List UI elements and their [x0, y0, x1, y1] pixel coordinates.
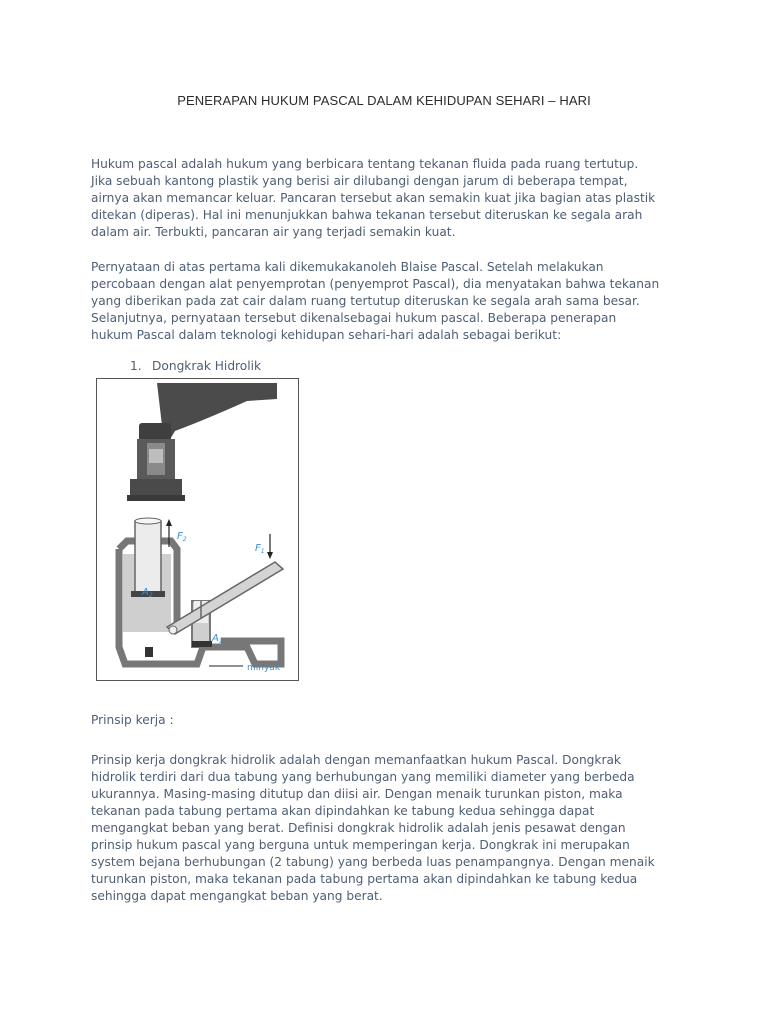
jack-schematic [119, 518, 283, 673]
text-line: prinsip hukum pascal yang berguna untuk memperingan kerja. Dongkrak ini merupakan [91, 838, 630, 852]
text-line: mengangkat beban yang berat. Definisi dongkrak hidrolik adalah jenis pesawat dengan [91, 821, 626, 835]
page-title: PENERAPAN HUKUM PASCAL DALAM KEHIDUPAN SEHARI – HARI [177, 93, 591, 108]
text-line: Pernyataan di atas pertama kali dikemukakanoleh Blaise Pascal. Setelah melakukan [91, 260, 604, 274]
text-line: system bejana berhubungan (2 tabung) yang berbeda luas penampangnya. Dengan menaik [91, 855, 655, 869]
hydraulic-jack-diagram [97, 379, 298, 680]
list-number: 1. [130, 359, 142, 373]
label-minyak: minyak [247, 663, 281, 673]
text-line: sehingga dapat mengangkat beban yang berat. [91, 889, 383, 903]
text-line: turunkan piston, maka tekanan pada tabung pertama akan dipindahkan ke tabung kedua [91, 872, 638, 886]
list-label: Dongkrak Hidrolik [152, 359, 262, 373]
paragraph-prinsip-kerja [91, 752, 691, 905]
label-a2: $A_2$ [142, 587, 153, 599]
hydraulic-jack-figure [96, 378, 299, 681]
text-line: Selanjutnya, pernyataan tersebut dikenalsebagai hukum pascal. Beberapa penerapan [91, 311, 617, 325]
text-line: ukurannya. Masing-masing ditutup dan diisi air. Dengan menaik turunkan piston, maka [91, 787, 623, 801]
label-f1: $F_1$ [255, 543, 265, 555]
text-line: hidrolik terdiri dari dua tabung yang berhubungan yang memiliki diameter yang berbeda [91, 770, 635, 784]
paragraph-pascal [91, 259, 691, 344]
text-line: Prinsip kerja dongkrak hidrolik adalah dengan memanfaatkan hukum Pascal. Dongkrak [91, 753, 621, 767]
text-line: yang diberikan pada zat cair dalam ruang tertutup diteruskan ke segala arah sama besar. [91, 294, 640, 308]
text-line: dalam air. Terbukti, pancaran air yang terjadi semakin kuat. [91, 225, 456, 239]
text-line: tekanan pada tabung pertama akan dipindahkan ke tabung kedua sehingga dapat [91, 804, 595, 818]
text-line: hukum Pascal dalam teknologi kehidupan sehari-hari adalah sebagai berikut: [91, 328, 562, 342]
text-line: airnya akan memancar keluar. Pancaran tersebut akan semakin kuat jika bagian atas plastik [91, 191, 656, 205]
bottle-jack-photo [127, 383, 277, 501]
paragraph-prinsip-heading [91, 712, 691, 729]
text-line: Prinsip kerja : [91, 713, 174, 727]
label-f2: $F_2$ [177, 531, 187, 543]
text-line: ditekan (diperas). Hal ini menunjukkan bahwa tekanan tersebut diteruskan ke segala arah [91, 208, 643, 222]
text-line: percobaan dengan alat penyemprotan (penyemprot Pascal), dia menyatakan bahwa tekanan [91, 277, 660, 291]
text-line: Hukum pascal adalah hukum yang berbicara tentang tekanan fluida pada ruang tertutup. [91, 157, 639, 171]
paragraph-intro [91, 156, 691, 241]
list-item-dongkrak [130, 359, 261, 373]
label-a1: $A_1$ [212, 633, 223, 645]
text-line: Jika sebuah kantong plastik yang berisi air dilubangi dengan jarum di beberapa tempat, [91, 174, 628, 188]
